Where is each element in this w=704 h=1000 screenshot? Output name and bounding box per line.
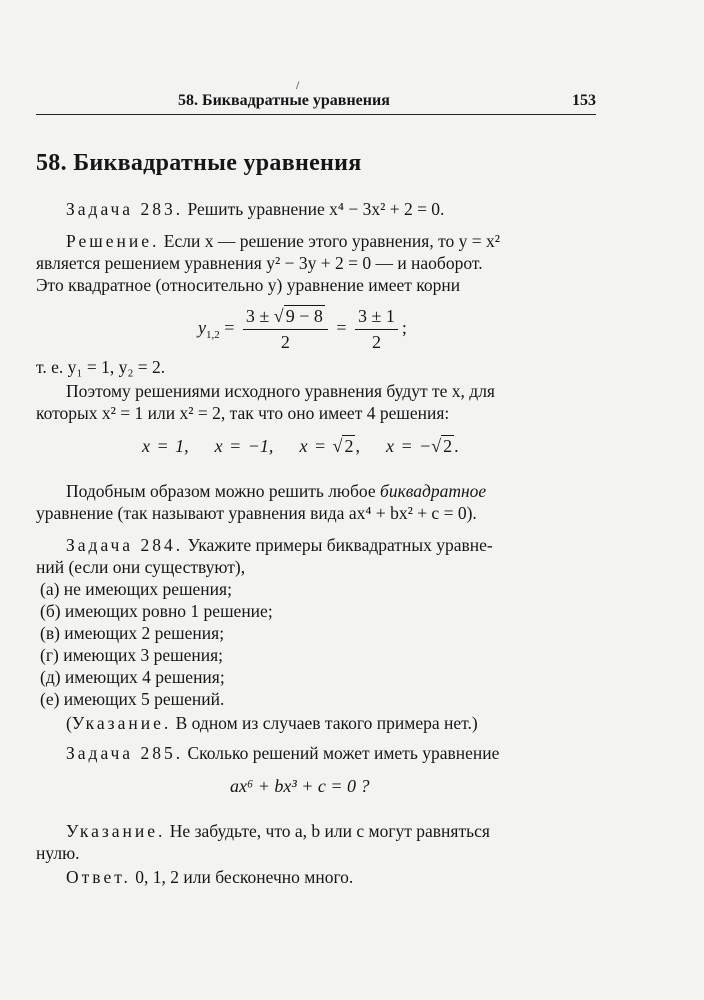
solution-line-5: Поэтому решениями исходного уравнения будут те x, для xyxy=(66,381,495,401)
problem-label: Задача 285. xyxy=(66,743,184,763)
problem-label: Задача 284. xyxy=(66,535,184,555)
solutions-formula: x = 1, x = −1, x = √ 2 , x = −√ 2 . xyxy=(142,436,459,456)
list-item: (е) имеющих 5 решений. xyxy=(40,689,225,709)
problem-text: Укажите примеры биквадратных уравне- xyxy=(187,535,493,555)
hint-label: Указание. xyxy=(71,713,172,733)
list-item: (г) имеющих 3 решения; xyxy=(40,645,223,665)
page-number: 153 xyxy=(572,92,596,109)
emphasis-term: биквадратное xyxy=(380,481,487,501)
solution-label: Решение. xyxy=(66,231,160,251)
solution-line-1 xyxy=(66,230,596,252)
solution-line-3: Это квадратное (относительно y) уравнение имеет корни xyxy=(36,275,461,295)
list-item: (а) не имеющих решения; xyxy=(40,579,232,599)
problem-285-formula: ax⁶ + bx³ + c = 0 ? xyxy=(230,776,370,796)
problem-285-hint-line-2: нулю. xyxy=(36,843,80,863)
root-fraction-1: $\frac{3 \pm √ 9 - 8}{2}$ xyxy=(243,306,328,353)
running-title: 58. Биквадратные уравнения xyxy=(178,92,390,109)
stray-mark: / xyxy=(296,78,300,92)
solution-line-4: т. е. y₁ = 1, y₂ = 2. xyxy=(36,357,166,377)
problem-284-line-2: ний (если они существуют), xyxy=(36,557,246,577)
list-item: (д) имеющих 4 решения; xyxy=(40,667,225,687)
solution-line-8: уравнение (так называют уравнения вида ax⁴ + bx² + c = 0). xyxy=(36,503,477,523)
problem-284-hint: (Указание. В одном из случаев такого примера нет.) xyxy=(66,713,478,733)
running-header xyxy=(36,92,596,110)
solution-line-7: Подобным образом можно решить любое биквадратное xyxy=(66,481,487,501)
solution-line-2: является решением уравнения y² − 3y + 2 = 0 — и наоборот. xyxy=(36,253,483,273)
header-rule xyxy=(36,114,596,115)
problem-text: Сколько решений может иметь уравнение xyxy=(187,743,500,763)
problem-285-answer: Ответ. 0, 1, 2 или бесконечно много. xyxy=(66,867,354,887)
list-item: (в) имеющих 2 решения; xyxy=(40,623,225,643)
root-fraction-2: $\frac{3 \pm 1}{2}$ xyxy=(355,306,398,353)
list-item: (б) имеющих ровно 1 решение; xyxy=(40,601,273,621)
problem-284 xyxy=(66,534,596,556)
section-title: 58. Биквадратные уравнения xyxy=(36,150,362,176)
problem-283 xyxy=(66,198,596,220)
problem-label: Задача 283. xyxy=(66,199,184,219)
answer-label: Ответ. xyxy=(66,867,131,887)
book-page xyxy=(36,0,596,1000)
problem-text: Решить уравнение x⁴ − 3x² + 2 = 0. xyxy=(187,199,445,219)
problem-285-hint: Указание. Не забудьте, что a, b или c могут равняться xyxy=(66,821,490,841)
solution-text: Если x — решение этого уравнения, то y = x² xyxy=(163,231,500,251)
roots-formula: $y_{1,2}$ = $\frac{3 \pm √ 9 - 8}{2}$ = $\frac{3 \pm 1}{2}$ ; xyxy=(198,306,407,352)
problem-285 xyxy=(66,742,596,764)
solution-line-6: которых x² = 1 или x² = 2, так что оно имеет 4 решения: xyxy=(36,403,450,423)
hint-label: Указание. xyxy=(66,821,166,841)
